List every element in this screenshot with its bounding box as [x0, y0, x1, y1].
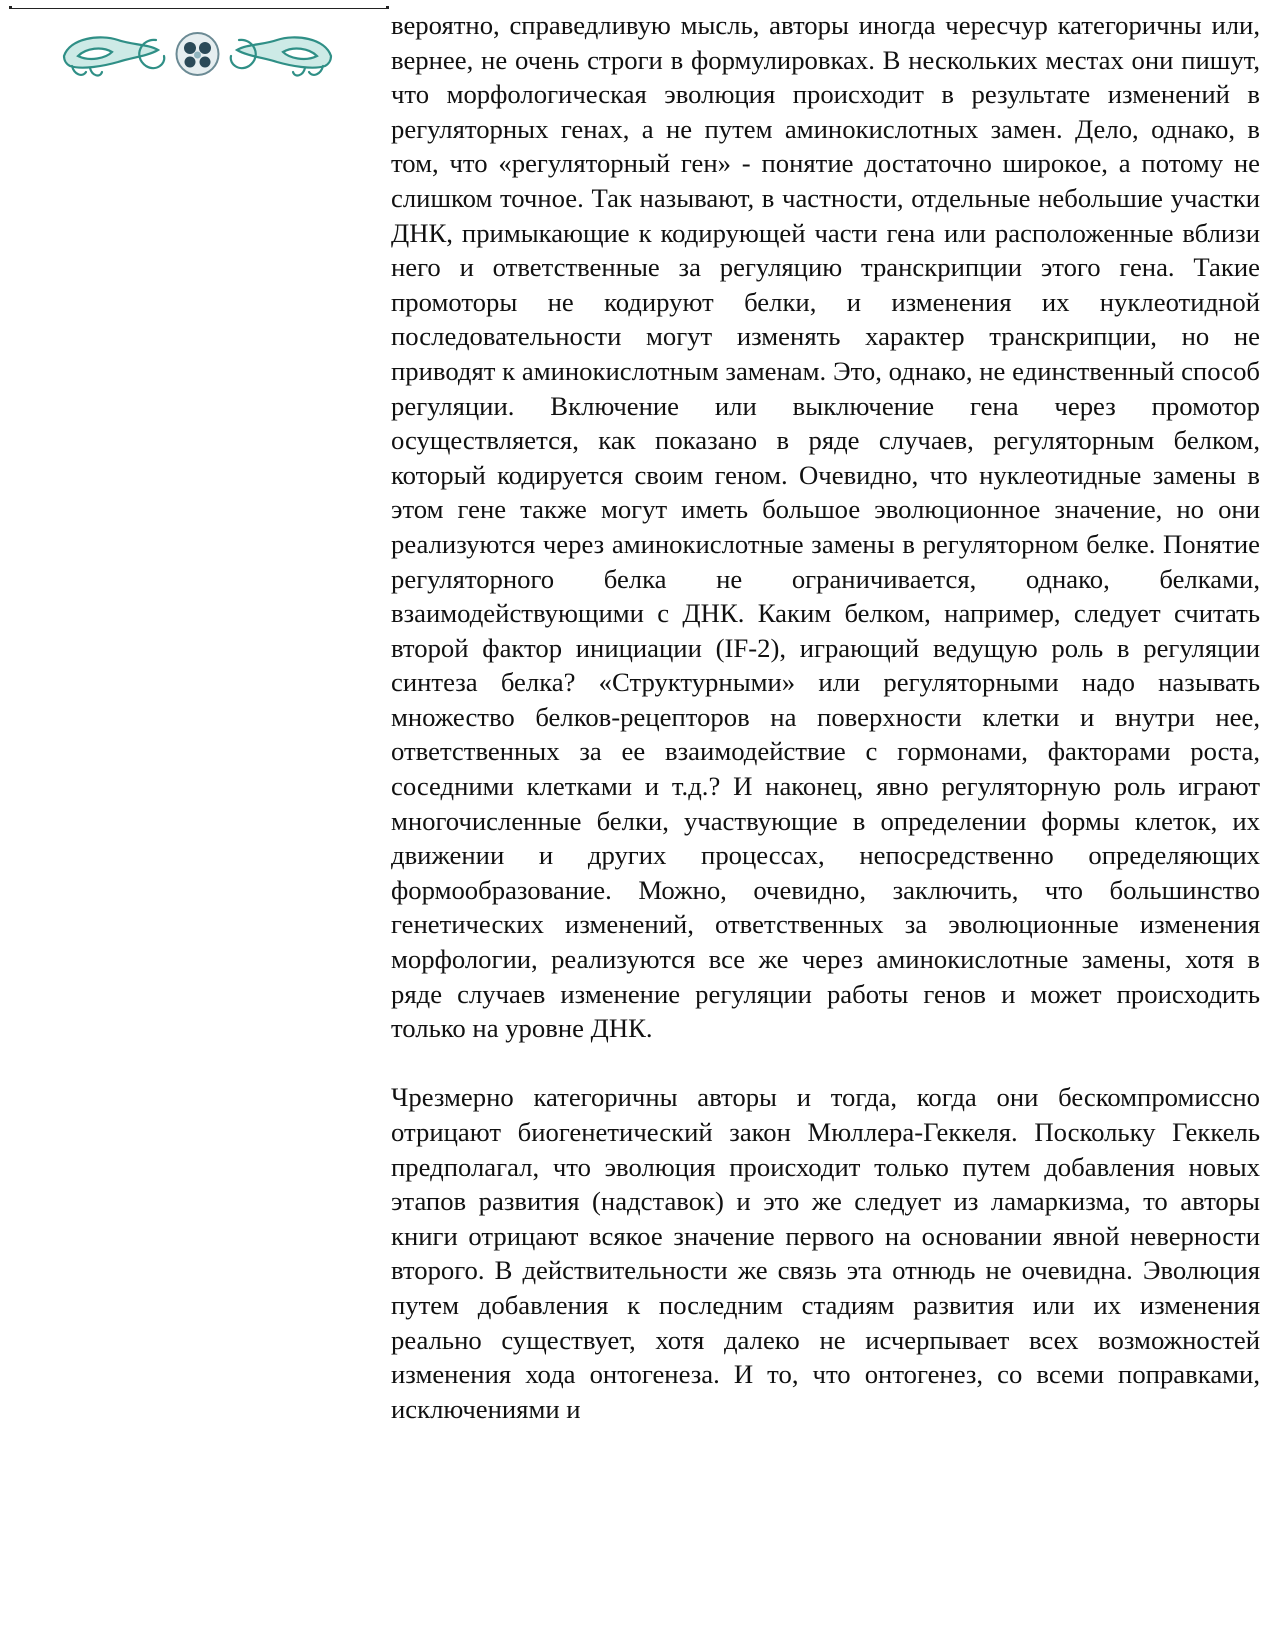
floral-ornament-icon: [60, 26, 335, 84]
header-rule: [12, 8, 386, 9]
paragraph: Чрезмерно категоричны авторы и тогда, когда они бескомпромиссно отрицают биогенетический закон Мюллера-Геккеля. Поскольку Геккель предполагал, что эволюция происходит только путем добавления новых этапов развития (надставок) и это же следует из ламаркизма, то авторы книги отрицают всякое значение первого на основании явной неверности второго. В действительности же связь эта отнюдь не очевидна. Эволюция путем добавления к последним стадиям развития или их изменения реально существует, хотя далеко не исчерпывает всех возможностей изменения хода онтогенеза. И то, что онтогенез, со всеми поправками, исключениями и: [391, 1082, 1260, 1424]
article-body: [391, 8, 1260, 1426]
paragraph: вероятно, справедливую мысль, авторы иногда чересчур категоричны или, вернее, не очень строги в формулировках. В нескольких местах они пишут, что морфологическая эволюция происходит в результате изменений в регуляторных генах, а не путем аминокислотных замен. Дело, однако, в том, что «регуляторный ген» - понятие достаточно широкое, а потому не слишком точное. Так называют, в частности, отдельные небольшие участки ДНК, примыкающие к кодирующей части гена или расположенные вблизи него и ответственные за регуляцию транскрипции этого гена. Такие промоторы не кодируют белки, и изменения их нуклеотидной последовательности могут изменять характер транскрипции, но не приводят к аминокислотным заменам. Это, однако, не единственный способ регуляции. Включение или выключение гена через промотор осуществляется, как показано в ряде случаев, регуляторным белком, который кодируется своим геном. Очевидно, что нуклеотидные замены в этом гене также могут иметь большое эволюционное значение, но они реализуются через аминокислотные замены в регуляторном белке. Понятие регуляторного белка не ограничивается, однако, белками, взаимодействующими с ДНК. Каким белком, например, следует считать второй фактор инициации (IF-2), играющий ведущую роль в регуляции синтеза белка? «Структурными» или регуляторными надо называть множество белков-рецепторов на поверхности клетки и внутри нее, ответственных за ее взаимодействие с гормонами, факторами роста, соседними клетками и т.д.? И наконец, явно регуляторную роль играют многочисленные белки, участвующие в определении формы клеток, их движении и других процессах, непосредственно определяющих формообразование. Можно, очевидно, заключить, что большинство генетических изменений, ответственных за эволюционные изменения морфологии, реализуются все же через аминокислотные замены, хотя в ряде случаев изменение регуляции работы генов и может происходить только на уровне ДНК.: [391, 10, 1260, 1044]
